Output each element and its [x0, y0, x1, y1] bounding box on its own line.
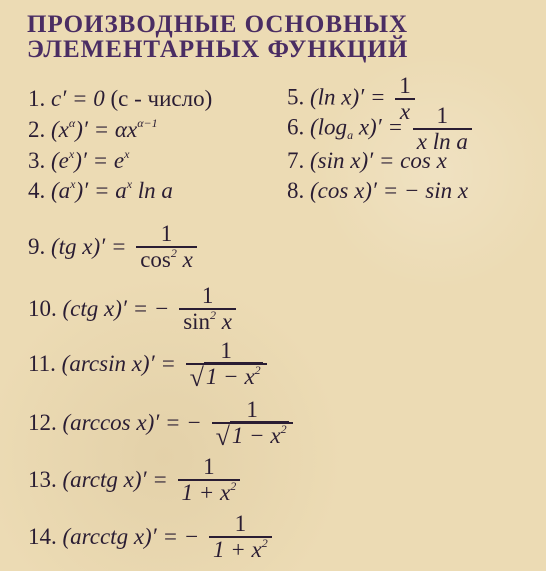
- radical-sign-icon: √: [215, 422, 230, 451]
- formula-note: (c - число): [110, 86, 213, 111]
- radicand-text: 1 − x: [205, 364, 255, 389]
- fraction: [136, 222, 197, 275]
- title-line-1: ПРОИЗВОДНЫЕ ОСНОВНЫХ: [27, 11, 409, 38]
- formula-6: [287, 104, 476, 154]
- formula-13: [28, 455, 244, 508]
- formula-expression-mid: )′ = a: [75, 178, 127, 203]
- formula-expression: (sin x)′ = cos x: [310, 148, 447, 173]
- formula-14: [28, 512, 276, 565]
- fraction-denominator: [179, 310, 236, 337]
- formula-8: [287, 178, 468, 204]
- formula-number: 6.: [287, 114, 305, 140]
- formula-number: 9.: [28, 233, 46, 259]
- title-line-2: ЭЛЕМЕНТАРНЫХ ФУНКЦИЙ: [27, 36, 409, 63]
- formula-11: [28, 339, 271, 392]
- fraction-numerator: 1: [178, 455, 241, 481]
- formula-expression: (a: [51, 178, 71, 203]
- formula-expression-tail: ln a: [132, 178, 173, 203]
- denominator-superscript: 2: [170, 246, 177, 260]
- page-title: [27, 12, 408, 62]
- formula-superscript-2: x: [124, 147, 130, 161]
- denominator-text: 1 + x: [213, 537, 262, 562]
- formula-10: [28, 284, 240, 337]
- formula-number: 7.: [287, 148, 305, 173]
- formula-number: 12.: [28, 409, 57, 435]
- fraction-numerator: 1: [209, 512, 272, 538]
- radicand-superscript: 2: [280, 422, 287, 436]
- denominator-text: sin: [183, 309, 211, 334]
- formula-expression-mid: )′ = αx: [75, 117, 138, 142]
- denominator-tail: x: [176, 247, 193, 272]
- formula-expression: (cos x)′ = − sin x: [310, 178, 469, 203]
- radicand-superscript: 2: [254, 363, 261, 377]
- fraction: [178, 455, 241, 508]
- denominator-tail: x: [216, 309, 233, 334]
- fraction: [212, 398, 293, 451]
- formula-expression: (ln x)′ =: [310, 84, 386, 110]
- formula-number: 3.: [28, 148, 46, 173]
- formula-superscript-2: α−1: [137, 116, 158, 130]
- square-root: [216, 424, 289, 451]
- formula-expression: (e: [51, 148, 69, 173]
- square-root: [190, 365, 263, 392]
- formula-3: [28, 148, 129, 177]
- fraction: [186, 339, 267, 392]
- denominator-text: cos: [140, 247, 171, 272]
- radicand: [204, 362, 263, 389]
- fraction-denominator: [186, 365, 267, 392]
- fraction: [179, 284, 236, 337]
- formula-number: 11.: [28, 350, 56, 376]
- formula-expression: (arcsin x)′ =: [61, 350, 176, 376]
- radical-sign-icon: √: [189, 363, 204, 392]
- formula-expression: (arccos x)′ = −: [62, 409, 202, 435]
- radicand: [230, 421, 289, 448]
- formula-1: [28, 86, 212, 112]
- fraction-denominator: [212, 424, 293, 451]
- denominator-superscript: 2: [210, 308, 217, 322]
- formula-expression: (tg x)′ =: [51, 233, 127, 259]
- radicand-text: 1 − x: [231, 423, 281, 448]
- formula-expression: c′ = 0: [51, 86, 105, 111]
- formula-number: 1.: [28, 86, 46, 111]
- denominator-superscript: 2: [261, 536, 268, 550]
- formula-4: [28, 178, 173, 207]
- fraction-denominator: [178, 481, 241, 508]
- formula-2: [28, 117, 158, 146]
- formula-superscript-2: x: [126, 177, 133, 191]
- formula-12: [28, 398, 297, 451]
- formula-expression: (ctg x)′ = −: [62, 295, 170, 321]
- fraction: [209, 512, 272, 565]
- formula-expression-mid: x)′ =: [353, 114, 403, 140]
- formula-subscript: a: [347, 128, 354, 143]
- formula-expression-mid: )′ = e: [74, 148, 125, 173]
- fraction-denominator: x: [399, 99, 411, 124]
- formula-expression: (x: [51, 117, 69, 142]
- formula-7: [287, 148, 447, 174]
- formula-superscript: x: [70, 177, 76, 191]
- formula-number: 5.: [287, 84, 305, 110]
- fraction: [413, 104, 472, 154]
- formula-expression: (arctg x)′ =: [62, 466, 168, 492]
- formula-number: 13.: [28, 466, 57, 492]
- formula-number: 14.: [28, 523, 57, 549]
- formula-number: 10.: [28, 295, 57, 321]
- fraction-denominator: x ln a: [416, 129, 468, 154]
- fraction-numerator: 1: [413, 104, 472, 130]
- fraction-numerator: 1: [212, 398, 293, 424]
- fraction-numerator: 1: [186, 339, 267, 365]
- fraction-denominator: [136, 248, 197, 275]
- formula-superscript: x: [68, 147, 75, 161]
- denominator-text: 1 + x: [181, 480, 231, 505]
- formula-superscript: α: [68, 116, 76, 130]
- formula-expression: (arcctg x)′ = −: [62, 523, 200, 549]
- fraction-numerator: 1: [395, 74, 415, 100]
- denominator-superscript: 2: [230, 479, 237, 493]
- formula-number: 4.: [28, 178, 46, 203]
- formula-expression: (log: [310, 114, 348, 140]
- fraction-numerator: 1: [136, 222, 197, 248]
- formula-9: [28, 222, 201, 275]
- formula-number: 2.: [28, 117, 46, 142]
- fraction-denominator: [209, 538, 272, 565]
- formula-number: 8.: [287, 178, 305, 203]
- fraction-numerator: 1: [179, 284, 236, 310]
